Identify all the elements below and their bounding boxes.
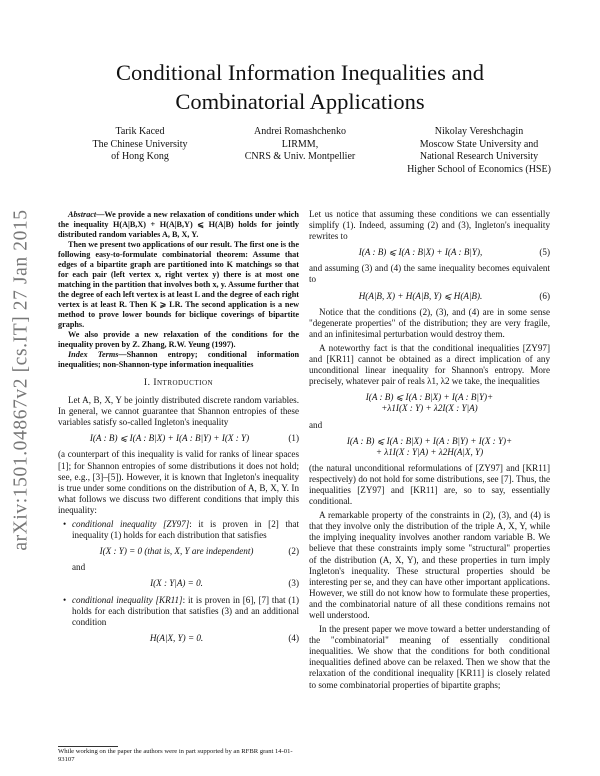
equation-expression: H(A|B, X) + H(A|B, Y) ⩽ H(A|B). bbox=[358, 290, 483, 301]
arxiv-stamp bbox=[6, 190, 38, 570]
author-affiliation: CNRS & Univ. Montpellier bbox=[244, 151, 356, 162]
condition-list bbox=[58, 519, 299, 644]
intro-paragraph-1: Let A, B, X, Y be jointly distributed discrete random variables. In general, we cannot guarantee that Shannon entropies of these variables satisfy so-called Ingleton's inequality bbox=[58, 395, 299, 428]
connective-and: and bbox=[309, 419, 323, 430]
footnote: While working on the paper the authors were in part supported by an RFBR grant 14-01-93107 bbox=[58, 748, 293, 763]
equation-8 bbox=[309, 436, 550, 458]
abstract-paragraph-3: We also provide a new relaxation of the conditions for the inequality proven by Z. Zhang, R.W. Yeung (1997). bbox=[58, 330, 299, 349]
author-name: Andrei Romashchenko bbox=[254, 126, 346, 137]
right-column bbox=[309, 209, 550, 694]
section-heading: I. Introduction bbox=[143, 378, 214, 388]
equation-5 bbox=[309, 247, 550, 258]
abstract-lead: Abstract bbox=[68, 210, 97, 219]
equation-expression: I(X : Y|A) = 0. bbox=[150, 578, 203, 589]
equation-1 bbox=[58, 433, 299, 444]
bullet-text: : it is proven in [2] that inequality (1) holds for each distribution that satisfies bbox=[72, 519, 300, 541]
equation-number: (5) bbox=[539, 247, 550, 258]
equation-2 bbox=[72, 546, 299, 557]
index-terms-lead: Index Terms bbox=[68, 350, 119, 359]
author-3 bbox=[378, 126, 580, 176]
equation-line: + λ1I(X : Y|A) + λ2H(A|X, Y) bbox=[375, 446, 484, 457]
paper-title bbox=[60, 58, 540, 116]
equation-expression: I(A : B) ⩽ I(A : B|X) + I(A : B|Y) + I(X : Y) bbox=[89, 433, 250, 444]
equation-line: I(A : B) ⩽ I(A : B|X) + I(A : B|Y) + I(X : Y)+ bbox=[346, 435, 513, 446]
equation-expression: H(A|X, Y) = 0. bbox=[149, 632, 204, 643]
right-paragraph-4: A noteworthy fact is that the conditional inequalities [ZY97] and [KR11] cannot be obtained as a direct implication of any unconditional linear inequality for Shannon's entropy. More precisely, whatever pair of reals λ1, λ2 we take, the inequalities bbox=[309, 342, 550, 387]
equation-expression: I(A : B) ⩽ I(A : B|X) + I(A : B|Y), bbox=[358, 247, 483, 258]
abstract-paragraph-2: Then we present two applications of our result. The first one is the following easy-to-formulate combinatorial theorem: Assume that edges of a bipartite graph are partitioned into K matchings so that for each pair (left vertex x, right vertex y) there is at most one matching in the partition that involves both x, y. Assume further that the degree of each left vertex is at least L and the degree of each right vertex is at least R. Then K ⩾ LR. The second application is a new method to prove lower bounds for biclique coverings of bipartite graphs. bbox=[58, 240, 299, 329]
bullet-lead: conditional inequality [KR11] bbox=[72, 594, 183, 605]
author-affiliation: of Hong Kong bbox=[111, 151, 169, 162]
right-paragraph-6: A remarkable property of the constraints in (2), (3), and (4) is that they involve only the distribution of the triple A, X, Y, while the implying inequality involves another random variable B. We believe that these constraints imply some "structural" properties of the distribution (A, X, Y), and these properties in turn imply Ingleton's inequality. These structural properties should be interesting per se, and they can have other important applications. However, we still do not know how to formulate these properties, and the combinatorial nature of all these conditions remains not well understood. bbox=[309, 510, 550, 620]
right-paragraph-7: In the present paper we move toward a better understanding of the "combinatorial" meaning of essentially conditional inequalities. We show that the conditions for both conditional inequalities defined above can be relaxed. Then we show that the relaxation of the conditional inequality [KR11] is closely related to some combinatorial properties of bipartite graphs; bbox=[309, 624, 550, 690]
author-affiliation: National Research University bbox=[419, 151, 539, 162]
footnote-rule bbox=[58, 746, 118, 747]
author-name: Nikolay Vereshchagin bbox=[434, 126, 524, 137]
author-name: Tarik Kaced bbox=[115, 126, 165, 137]
abstract bbox=[58, 210, 299, 370]
right-paragraph-3: Notice that the conditions (2), (3), and (4) are in some sense "degenerate properties" of the distribution; they are very fragile, and an infinitesimal perturbation would destroy them. bbox=[309, 306, 550, 339]
abstract-paragraph-1: —We provide a new relaxation of conditions under which the inequality H(A|B,X) + H(A|B,Y) ⩽ H(A|B) holds for jointly distributed random variables A, B, X, Y. bbox=[58, 210, 299, 239]
title-line-2: Combinatorial Applications bbox=[175, 89, 425, 114]
left-column bbox=[58, 210, 299, 649]
equation-3 bbox=[72, 578, 299, 589]
right-paragraph-1: Let us notice that assuming these conditions we can essentially simplify (1). Indeed, assuming (2) and (3), Ingleton's inequality rewrites to bbox=[309, 209, 550, 242]
author-affiliation: The Chinese University bbox=[92, 138, 188, 150]
bullet-lead: conditional inequality [ZY97] bbox=[72, 519, 190, 530]
author-2 bbox=[220, 126, 380, 164]
equation-number: (3) bbox=[288, 578, 299, 589]
equation-number: (2) bbox=[288, 546, 299, 557]
arxiv-stamp-text: arXiv:1501.04867v2 [cs.IT] 27 Jan 2015 bbox=[11, 209, 32, 551]
equation-number: (6) bbox=[539, 290, 550, 301]
intro-paragraph-2: (a counterpart of this inequality is valid for ranks of linear spaces [1]; for Shannon entropies of some distributions it does not hold; see, e.g., [3]–[5]). However, it is known that Ingleton's inequality is true under some conditions on the distribution of A, B, X, Y. In what follows we discuss two different conditions that imply this inequality: bbox=[58, 449, 299, 515]
author-affiliation: LIRMM, bbox=[281, 138, 319, 150]
equation-line: I(A : B) ⩽ I(A : B|X) + I(A : B|Y)+ bbox=[365, 392, 494, 403]
equation-number: (4) bbox=[288, 632, 299, 643]
list-item bbox=[72, 595, 299, 644]
bullet-text: : it is proven in [6], [7] that (1) holds for each distribution that satisfies (3) and an additional condition bbox=[72, 594, 299, 627]
equation-4 bbox=[72, 633, 299, 644]
index-terms: —Shannon entropy; conditional information inequalities; non-Shannon-type information inequalities bbox=[58, 350, 300, 369]
equation-6 bbox=[309, 291, 550, 302]
connective-and: and bbox=[72, 562, 86, 573]
author-affiliation: Moscow State University and bbox=[419, 138, 539, 150]
right-paragraph-5: (the natural unconditional reformulations of [ZY97] and [KR11] respectively) do not hold for some distributions, see [7]. Thus, the inequalities [ZY97] and [KR11] are, so to say, essentially conditional. bbox=[309, 462, 550, 507]
right-paragraph-2: and assuming (3) and (4) the same inequality becomes equivalent to bbox=[309, 263, 550, 285]
list-item bbox=[72, 519, 299, 589]
title-line-1: Conditional Information Inequalities and bbox=[115, 60, 485, 85]
equation-line: +λ1I(X : Y) + λ2I(X : Y|A) bbox=[381, 403, 478, 414]
author-block bbox=[60, 126, 580, 176]
author-affiliation: Higher School of Economics (HSE) bbox=[407, 163, 551, 175]
author-1 bbox=[60, 126, 220, 164]
equation-7 bbox=[309, 392, 550, 414]
equation-number: (1) bbox=[288, 433, 299, 444]
equation-expression: I(X : Y) = 0 (that is, X, Y are independent) bbox=[99, 546, 254, 557]
